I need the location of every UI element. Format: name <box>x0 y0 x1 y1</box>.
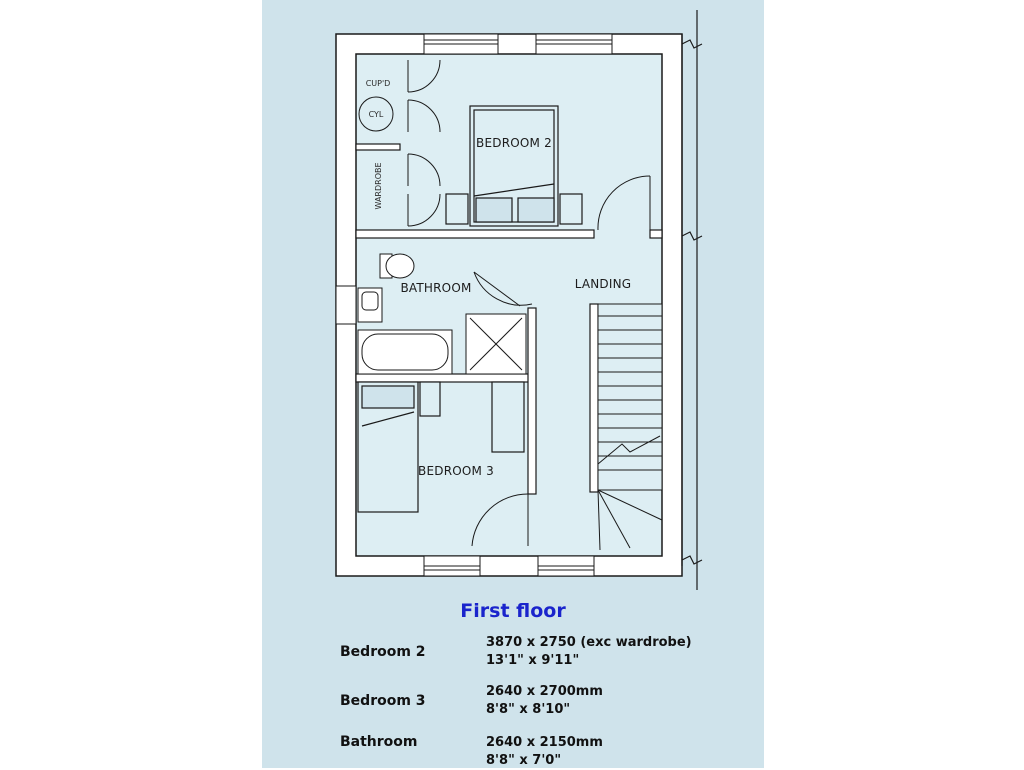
bathroom-window <box>336 286 356 324</box>
schedule-dimensions <box>486 734 603 770</box>
bedroom3-label: BEDROOM 3 <box>418 464 494 478</box>
schedule-room-name: Bedroom 2 <box>340 644 426 660</box>
floor-title: First floor <box>460 600 566 622</box>
bedroom2-label: BEDROOM 2 <box>476 136 552 150</box>
schedule-dimensions <box>486 683 603 719</box>
wardrobe-label: WARDROBE <box>374 162 383 210</box>
cyl-label: CYL <box>368 110 384 119</box>
schedule-imperial: 8'8" x 8'10" <box>486 702 571 717</box>
schedule-metric: 3870 x 2750 (exc wardrobe) <box>486 635 692 650</box>
schedule-room-name: Bedroom 3 <box>340 693 426 709</box>
schedule-imperial: 8'8" x 7'0" <box>486 753 562 768</box>
party-wall-break <box>682 10 702 590</box>
schedule-metric: 2640 x 2700mm <box>486 684 603 699</box>
schedule-room-name: Bathroom <box>340 734 418 750</box>
cupd-label: CUP'D <box>365 79 391 88</box>
schedule-metric: 2640 x 2150mm <box>486 735 603 750</box>
bathroom-label: BATHROOM <box>400 281 472 295</box>
schedule-dimensions <box>486 634 692 670</box>
schedule-imperial: 13'1" x 9'11" <box>486 653 580 668</box>
landing-label: LANDING <box>574 277 632 291</box>
